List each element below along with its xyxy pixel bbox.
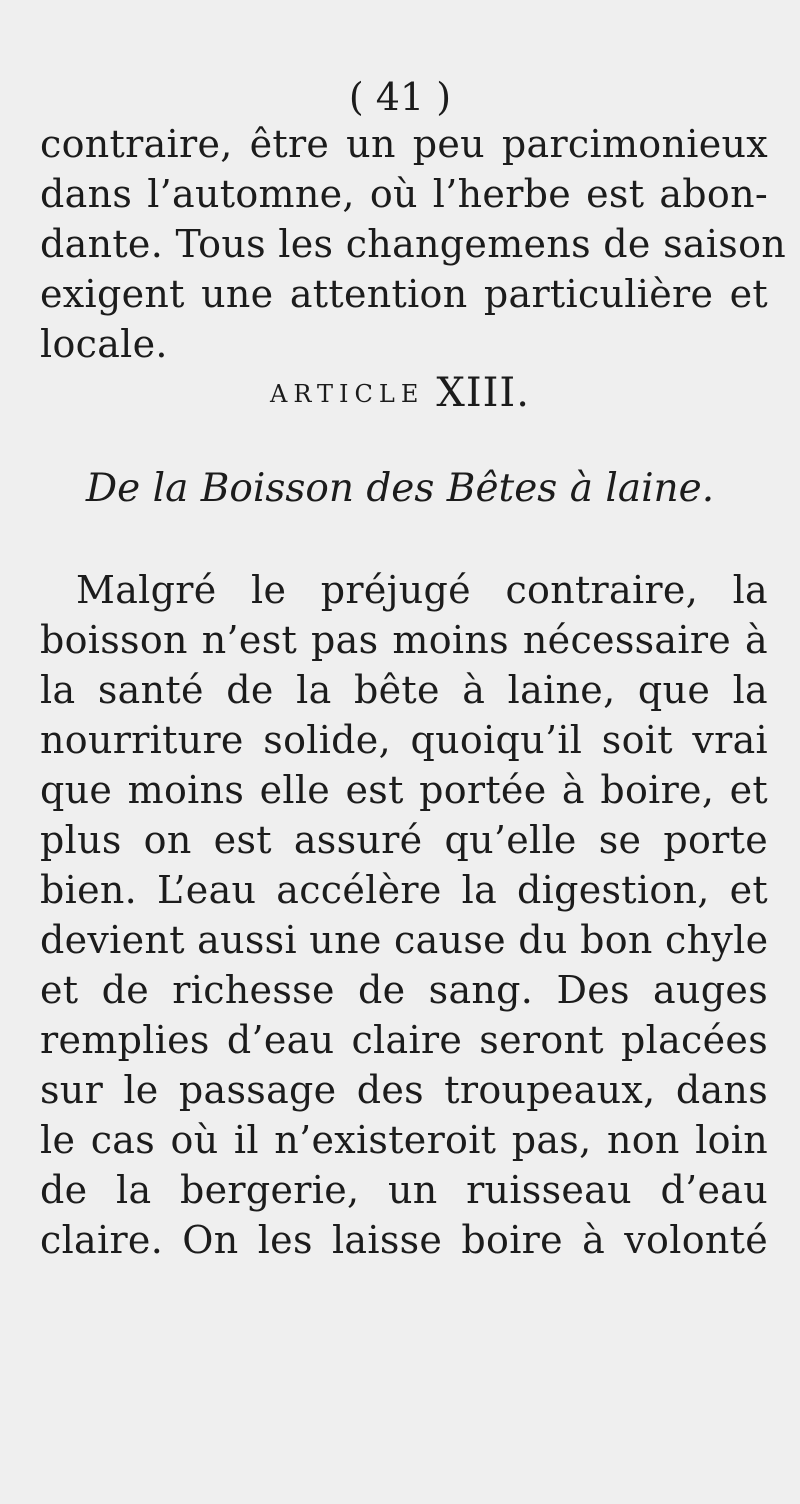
body-line: devient aussi une cause du bon chyle [40, 918, 769, 962]
body-line: claire. On les laisse boire à volonté [40, 1218, 768, 1262]
body-line: que moins elle est portée à boire, et [40, 768, 768, 812]
article-heading [0, 368, 800, 419]
body-line: la santé de la bête à laine, que la [40, 668, 768, 712]
body-line: bien. L’eau accélère la digestion, et [40, 868, 768, 912]
article-label: ARTICLE [270, 380, 425, 408]
article-subtitle: De la Boisson des Bêtes à laine. [85, 466, 715, 511]
body-line: plus on est assuré qu’elle se porte [40, 818, 768, 862]
body-line: boisson n’est pas moins nécessaire à [40, 618, 768, 662]
body-line: Malgré le préjugé contraire, la [76, 568, 768, 612]
intro-line: locale. [40, 322, 168, 366]
body-line: remplies d’eau claire seront placées [40, 1018, 768, 1062]
body-line: nourriture solide, quoiqu’il soit vrai [40, 718, 768, 762]
page-number: ( 41 ) [348, 75, 452, 119]
article-number: XIII. [436, 370, 530, 416]
intro-line: dans l’automne, où l’herbe est abon- [40, 172, 768, 216]
body-line: de la bergerie, un ruisseau d’eau [40, 1168, 768, 1212]
intro-line: contraire, être un peu parcimonieux [40, 122, 768, 166]
body-line: le cas où il n’existeroit pas, non loin [40, 1118, 768, 1162]
intro-line: exigent une attention particulière et [40, 272, 768, 316]
intro-line: dante. Tous les changemens de saison [40, 222, 787, 266]
body-line: sur le passage des troupeaux, dans [40, 1068, 768, 1112]
body-line: et de richesse de sang. Des auges [40, 968, 768, 1012]
